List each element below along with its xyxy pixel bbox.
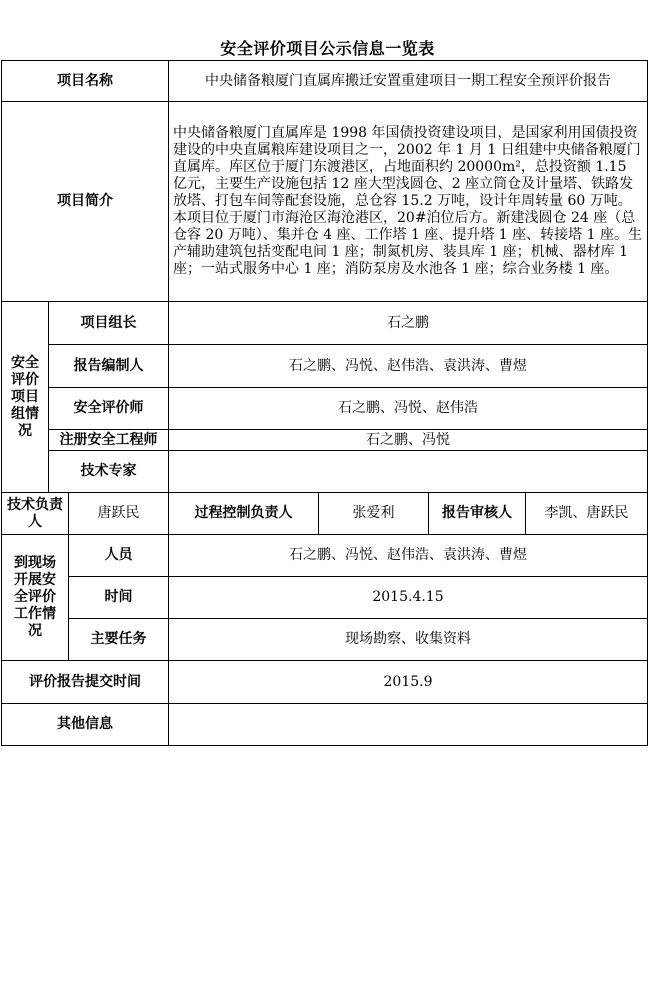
responsible-row xyxy=(2,493,648,535)
team-value-experts xyxy=(169,451,648,493)
project-name-row xyxy=(2,61,648,102)
team-section-label: 安全评价项目组情况 xyxy=(2,302,49,493)
onsite-row xyxy=(2,577,648,619)
team-row xyxy=(2,302,648,345)
team-label-evaluators: 安全评价师 xyxy=(49,388,169,430)
onsite-label-time: 时间 xyxy=(69,577,169,619)
onsite-row xyxy=(2,535,648,577)
other-row xyxy=(2,704,648,746)
team-value-leader: 石之鹏 xyxy=(169,302,648,345)
info-table xyxy=(1,60,648,746)
onsite-label-tasks: 主要任务 xyxy=(69,619,169,661)
team-value-engineers: 石之鹏、冯悦 xyxy=(169,430,648,451)
team-label-experts: 技术专家 xyxy=(49,451,169,493)
other-label: 其他信息 xyxy=(2,704,169,746)
onsite-value-tasks: 现场勘察、收集资料 xyxy=(169,619,648,661)
project-intro-row xyxy=(2,102,648,302)
page-title: 安全评价项目公示信息一览表 xyxy=(220,39,435,58)
team-label-leader: 项目组长 xyxy=(49,302,169,345)
team-row xyxy=(2,345,648,388)
submit-value: 2015.9 xyxy=(169,661,648,704)
onsite-label-people: 人员 xyxy=(69,535,169,577)
project-intro-paragraph-1: 中央储备粮厦门直属库是 1998 年国债投资建设项目，是国家利用国债投资建设的中央直属粮库建设项目之一，2002 年 1 月 1 日组建中央储备粮厦门直属库。库区位于厦门东渡港区，占地面积约 20000m²，总投资额 1.15 亿元，主要生产设施包括 12 座大型浅圆仓、2 座立筒仓及计量塔、铁路发放塔、打包车间等配套设施，总仓容 15.2 万吨，设计年周转量 60 万吨。 xyxy=(173,125,641,209)
tech-lead-label: 技术负责人 xyxy=(2,493,69,535)
submit-row xyxy=(2,661,648,704)
reviewer-value: 李凯、唐跃民 xyxy=(544,505,629,521)
process-lead-label: 过程控制负责人 xyxy=(169,493,319,535)
project-name-value: 中央储备粮厦门直属库搬迁安置重建项目一期工程安全预评价报告 xyxy=(169,61,648,102)
submit-label: 评价报告提交时间 xyxy=(2,661,169,704)
reviewer-label: 报告审核人 xyxy=(429,493,526,534)
onsite-row xyxy=(2,619,648,661)
team-value-evaluators: 石之鹏、冯悦、赵伟浩 xyxy=(169,388,648,430)
team-label-authors: 报告编制人 xyxy=(49,345,169,388)
tech-lead-value: 唐跃民 xyxy=(69,493,169,535)
process-lead-name: 张爱利 xyxy=(352,505,395,521)
project-intro-paragraph-2: 本项目位于厦门市海沧区海沧港区，20#泊位后方。新建浅圆仓 24 座（总仓容 20 万吨）、集并仓 4 座、工作塔 1 座、提升塔 1 座、转接塔 1 座。生产辅助建筑包括变配电间 1 座；制氮机房、装具库 1 座；机械、器材库 1 座；一站式服务中心 1 座；消防泵房及水池各 1 座；综合业务楼 1 座。 xyxy=(173,210,642,277)
team-row xyxy=(2,430,648,451)
process-lead-value xyxy=(319,493,429,535)
reviewer-cell xyxy=(429,493,648,535)
project-name-label: 项目名称 xyxy=(2,61,169,102)
team-row xyxy=(2,388,648,430)
project-intro-label: 项目简介 xyxy=(2,102,169,302)
project-intro-value xyxy=(169,102,648,302)
team-row xyxy=(2,451,648,493)
team-value-authors: 石之鹏、冯悦、赵伟浩、袁洪涛、曹煜 xyxy=(169,345,648,388)
onsite-value-people: 石之鹏、冯悦、赵伟浩、袁洪涛、曹煜 xyxy=(169,535,648,577)
onsite-value-time: 2015.4.15 xyxy=(169,577,648,619)
team-label-engineers: 注册安全工程师 xyxy=(49,430,169,451)
other-value xyxy=(169,704,648,746)
onsite-section-label: 到现场开展安全评价工作情况 xyxy=(2,535,69,661)
